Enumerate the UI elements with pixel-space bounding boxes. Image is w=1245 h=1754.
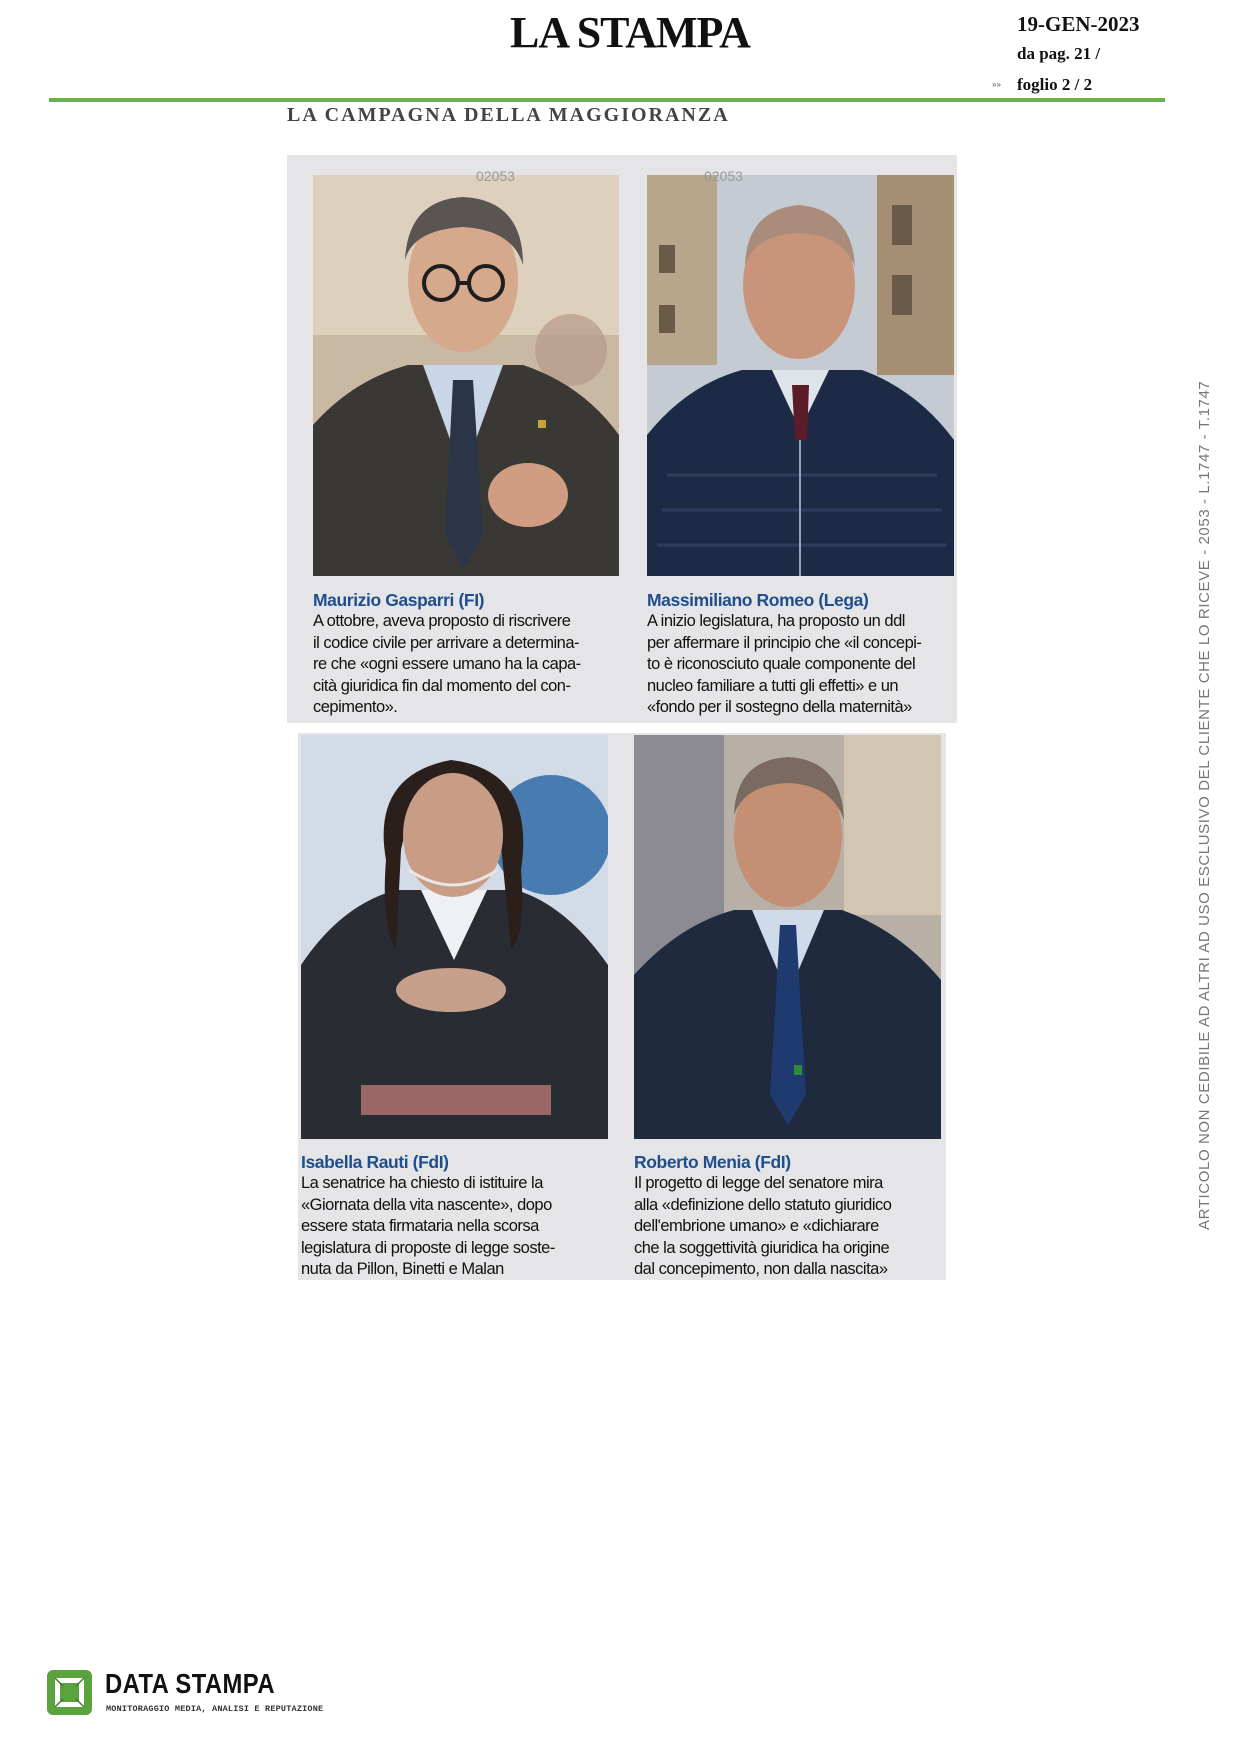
description-line: «fondo per il sostegno della maternità» — [647, 698, 912, 716]
profile-caption — [647, 589, 957, 719]
profile-description — [647, 611, 957, 719]
description-line: per affermare il principio che «il concepi- — [647, 633, 922, 652]
description-line: alla «definizione dello statuto giuridico — [634, 1195, 892, 1214]
footer-tagline: MONITORAGGIO MEDIA, ANALISI E REPUTAZIONE — [106, 1704, 324, 1714]
portrait-photo — [313, 175, 619, 576]
profile-caption — [313, 589, 623, 719]
description-line: cepimento». — [313, 698, 398, 716]
description-line: nuta da Pillon, Binetti e Malan — [301, 1260, 504, 1278]
profile-description — [313, 611, 623, 719]
description-line: «Giornata della vita nascente», dopo — [301, 1195, 552, 1214]
watermark-code: 02053 — [476, 168, 515, 184]
description-line: che la soggettività giuridica ha origine — [634, 1238, 890, 1257]
data-stampa-logo-icon — [47, 1670, 92, 1715]
portrait-photo — [301, 735, 608, 1139]
watermark-code: 02053 — [704, 168, 743, 184]
footer-brand: DATA STAMPA — [105, 1668, 275, 1699]
description-line: La senatrice ha chiesto di istituire la — [301, 1174, 543, 1192]
description-line: dal concepimento, non dalla nascita» — [634, 1260, 888, 1278]
description-line: legislatura di proposte di legge soste- — [301, 1238, 555, 1257]
description-line: il codice civile per arrivare a determina- — [313, 633, 580, 652]
page-reference: da pag. 21 / — [1017, 44, 1101, 63]
description-line: nucleo familiare a tutti gli effetti» e un — [647, 676, 899, 695]
profile-name: Roberto Menia (FdI) — [634, 1152, 791, 1172]
description-line: to è riconosciuto quale componente del — [647, 655, 916, 673]
profile-name: Massimiliano Romeo (Lega) — [647, 590, 869, 610]
description-line: cità giuridica fin dal momento del con- — [313, 676, 571, 695]
description-line: re che «ogni essere umano ha la capa- — [313, 655, 581, 673]
header-divider — [49, 98, 1165, 102]
profile-caption — [301, 1151, 611, 1281]
profile-name: Isabella Rauti (FdI) — [301, 1152, 449, 1172]
masthead: LA STAMPA — [510, 8, 750, 57]
description-line: A inizio legislatura, ha proposto un ddl — [647, 612, 905, 630]
continuation-marker: »» — [992, 80, 1001, 89]
portrait-photo — [647, 175, 954, 576]
profile-description — [634, 1173, 944, 1281]
profile-description — [301, 1173, 611, 1281]
description-line: essere stata firmataria nella scorsa — [301, 1217, 539, 1235]
sheet-reference: foglio 2 / 2 — [1017, 75, 1093, 94]
usage-restriction-note: ARTICOLO NON CEDIBILE AD ALTRI AD USO ESCLUSIVO DEL CLIENTE CHE LO RICEVE - 2053 - L.1747 - T.1747 — [1196, 380, 1213, 1230]
description-line: A ottobre, aveva proposto di riscrivere — [313, 612, 571, 630]
publication-date: 19-GEN-2023 — [1017, 12, 1140, 36]
description-line: dell'embrione umano» e «dichiarare — [634, 1217, 879, 1235]
profile-name: Maurizio Gasparri (FI) — [313, 590, 485, 610]
description-line: Il progetto di legge del senatore mira — [634, 1174, 883, 1192]
portrait-photo — [634, 735, 941, 1139]
section-title: LA CAMPAGNA DELLA MAGGIORANZA — [287, 104, 730, 126]
profile-caption — [634, 1151, 944, 1281]
